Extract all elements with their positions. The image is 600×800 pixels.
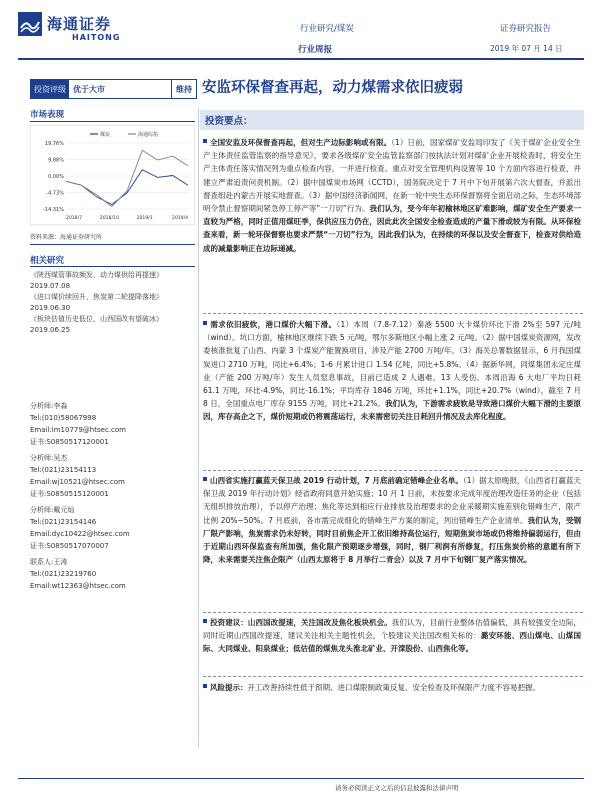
legend-label: 煤炭 bbox=[100, 132, 111, 138]
chart-source: 资料来源：海通证券研究所 bbox=[30, 234, 103, 241]
key-point-divider bbox=[203, 612, 583, 614]
x-tick-label: 2018/7 bbox=[65, 216, 83, 221]
footer-rule bbox=[18, 778, 584, 779]
bullet-square-icon bbox=[203, 477, 207, 481]
related-item[interactable] bbox=[30, 292, 195, 314]
y-tick-label: 0.00% bbox=[48, 174, 64, 180]
key-point-body: （1）日前，国家煤矿安监局印发了《关于煤矿企业安全生产主体责任监管监察的指导意见》，要求各级煤矿安全监管监察部门按执法计划对煤矿企业开展检查时，将安全生产主体责任落实情况列为重点检查内容，一并进行检查。重点对安全管理机构设置等 10 个方面内容进行检查，并建立严肃追责问责机制。（2）据中国煤炭市场网（CCTD），国务院决定于 7 月中下旬开展第六次大督查，并派出督查组赴内蒙古开展实地督查。（3）据中国经济新闻网，在新一轮中央生态环保督察将全面启动之际，生态环境部明令禁止督察期间紧急停工停产等“一刀切”行为。 bbox=[203, 138, 581, 214]
analyst-tel: Tel:(021)23219760 bbox=[30, 570, 97, 578]
analyst-email[interactable]: Email:lm10779@htsec.com bbox=[30, 426, 126, 434]
analyst-card bbox=[30, 504, 195, 552]
bullet-square-icon bbox=[203, 684, 207, 688]
analyst-cert: 证书:S0850515120001 bbox=[30, 490, 109, 498]
analyst-cert: 证书:S0850517120001 bbox=[30, 438, 109, 446]
related-title: 《进口煤价续回升，焦炭第二轮提降落地》 bbox=[30, 293, 163, 301]
market-chart bbox=[30, 125, 195, 225]
y-tick-label: 9.88% bbox=[48, 157, 64, 164]
footer-disclaimer: 请务必阅读正文之后的信息披露和法律声明 bbox=[335, 784, 459, 792]
x-tick-label: 2019/4 bbox=[171, 216, 189, 221]
market-bottom-rule bbox=[30, 244, 195, 245]
related-date: 2019.07.08 bbox=[30, 282, 71, 290]
key-point-body: 我们认为，目前行业整体估值偏低，具有较强安全边际，同时近期山西国改提速，建议关注相关主题性机会，个股建议关注国改相关标的： bbox=[203, 618, 582, 641]
key-point-conclusion: 我们认为，受钢厂限产影响，焦炭需求仍未好转，同时目前焦企开工依旧维持高位运行，短期焦炭市场或仍将维持偏弱运行，但由于近期山西环保监查有所加强，焦化限产预期逐步增强，同时，钢厂利润有所修复，打压焦炭价格的意愿有所下降，未来需要关注焦企限产（山西太原将于 8 月举行二青会）以及 7 月中下旬钢厂复产落实情况。 bbox=[203, 515, 581, 565]
key-point-body: 开工改善持续性低于预期、进口煤限制政策反复、安全检查及环保限产力度不容易把握。 bbox=[247, 683, 540, 692]
key-point-conclusion: 我们认为，受今年年初榆林地区矿难影响，煤矿安全生产要求一直较为严格，同时正值用煤旺季，保供应压力仍在，因此此次全国安全检查造成的产量下滑或较为有限。从环保检查来看，新一轮环保督察也要求严禁“一刀切”行为，因此我们认为，在持续的环保以及安全督查下，检查对供给造成的减量影响正在边际递减。 bbox=[203, 204, 581, 253]
key-point-divider bbox=[203, 470, 583, 472]
key-point-divider bbox=[203, 313, 583, 315]
analyst-tel: Tel:(010)58067998 bbox=[30, 414, 97, 422]
page-title: 安监环保督查再起，动力煤需求依旧疲弱 bbox=[202, 80, 463, 96]
analyst-tel: Tel:(021)23154146 bbox=[30, 518, 97, 526]
key-points-band bbox=[200, 110, 584, 130]
x-tick-label: 2019/1 bbox=[136, 216, 153, 221]
report-type: 行业周报 bbox=[298, 45, 333, 55]
analyst-card bbox=[30, 556, 195, 592]
analyst-email[interactable]: Email:dyc10422@htsec.com bbox=[30, 530, 130, 538]
key-point-4 bbox=[203, 616, 581, 656]
related-date: 2019.06.25 bbox=[30, 326, 71, 334]
related-list bbox=[30, 270, 195, 336]
key-point-3 bbox=[203, 474, 581, 566]
key-point-lead: 全国安监及环保督查再起，但对生产边际影响或有限。 bbox=[210, 138, 392, 147]
analyst-cert: 证书:S0850517070007 bbox=[30, 542, 109, 550]
brand-name-cn: 海通证券 bbox=[47, 15, 112, 33]
analyst-card bbox=[30, 452, 195, 500]
related-date: 2019.06.30 bbox=[30, 304, 71, 312]
key-point-body: （1）本周（7.8-7.12）秦港 5500 大卡煤价环比下滑 2%至 597 元/吨（wind）。坑口方面，榆林地区继续下跌 5 元/吨，鄂尔多斯地区小幅上涨 2 元/吨。（2）据中国煤炭资源网，发改委核准批复了山西、内蒙 3 个煤炭产能置换项目，涉及产能 2700 万吨/年。（3）海关总署数据显示，6 月我国煤炭进口 2710 万吨，同比+6.4%；1-6 月累计进口 1.54 亿吨，同比+5.8%。（4）据新华网，同煤集团永定庄煤业（产能 200 万吨/年）发生人员窒息事故，目前已造成 2 人遇难，13 人受伤。本周沿海 6 大电厂平均日耗 61.1 万吨，环比-4.9%，同比-16.1%；平均库存 1846 万吨，环比+1.1%，同比+20.7%（wind），截至 7 月 8 日，全国重点电厂库存 9155 万吨，同比+21.2%。 bbox=[203, 320, 582, 409]
key-point-1 bbox=[203, 136, 581, 255]
y-tick-label: -4.73% bbox=[46, 190, 64, 197]
analyst-name: 分析师:戴元灿 bbox=[30, 506, 75, 514]
bullet-square-icon bbox=[203, 139, 207, 143]
related-heading: 相关研究 bbox=[30, 256, 65, 266]
header-rule bbox=[18, 58, 584, 60]
analyst-card bbox=[30, 400, 195, 448]
report-kind: 证券研究报告 bbox=[500, 24, 552, 34]
x-tick-label: 2018/10 bbox=[99, 216, 119, 221]
related-item[interactable] bbox=[30, 270, 195, 292]
market-heading-rule bbox=[30, 121, 195, 122]
y-tick-label: 19.76% bbox=[44, 141, 64, 147]
report-date: 2019 年 07 月 14 日 bbox=[490, 44, 563, 53]
analyst-name: 分析师:吴杰 bbox=[30, 454, 68, 462]
y-tick-label: -14.31% bbox=[43, 207, 64, 213]
column-divider bbox=[198, 108, 199, 748]
key-point-5 bbox=[203, 681, 581, 694]
key-point-2 bbox=[203, 318, 581, 424]
bullet-square-icon bbox=[203, 321, 207, 325]
related-title: 《陕西煤管事故频发，动力煤供给再提速》 bbox=[30, 271, 163, 279]
analyst-email[interactable]: Email:wt12363@htsec.com bbox=[30, 582, 126, 590]
key-point-lead: 风险提示： bbox=[210, 683, 248, 692]
related-title: 《板块估值历史低位，山西国改有望破冰》 bbox=[30, 315, 163, 323]
key-point-body: （1）据太原晚报，《山西省打赢蓝天保卫战 2019 年行动计划》经省政府同意开始实施；10 月 1 日前，未按要求完成年度治理改造任务的企业（包括无组织排放治理），予以停产治理；焦化等达到相应行业排放及治理要求的企业采暖期实施差别化错峰生产，限产比例 20%~50%。7 月底前，各市需完成细化的错峰生产方案的制定，列出错峰生产企业清单。 bbox=[203, 476, 581, 525]
analyst-name: 分析师:李淼 bbox=[30, 402, 68, 410]
analyst-list bbox=[30, 400, 195, 592]
related-item[interactable] bbox=[30, 314, 195, 336]
rating-box bbox=[30, 79, 197, 99]
key-point-lead: 山西省实施打赢蓝天保卫战 2019 行动计划，7 月底前确定错峰企业名单。 bbox=[210, 476, 463, 485]
rating-value: 优于大市 bbox=[73, 84, 105, 94]
analyst-tel: Tel:(021)23154113 bbox=[30, 466, 97, 474]
key-point-conclusion: 潞安环能、西山煤电、山煤国际、大同煤业、阳泉煤业；低估值的煤焦龙头淮北矿业、开滦股份、山西焦化等。 bbox=[203, 631, 581, 654]
haitong-logo-icon bbox=[18, 12, 42, 36]
analyst-name: 联系人:王涛 bbox=[30, 558, 68, 566]
market-heading: 市场表现 bbox=[30, 110, 65, 120]
key-point-lead: 需求依旧疲软，港口煤价大幅下滑。 bbox=[210, 320, 337, 329]
rating-action: 维持 bbox=[171, 80, 196, 98]
rating-label: 投资评级 bbox=[31, 80, 69, 98]
analyst-email[interactable]: Email:wj10521@htsec.com bbox=[30, 478, 125, 486]
key-point-divider bbox=[203, 676, 583, 678]
legend-label: 海通综指 bbox=[138, 132, 159, 138]
related-heading-rule bbox=[30, 266, 195, 267]
report-category: 行业研究/煤炭 bbox=[300, 24, 354, 34]
key-point-conclusion: 我们认为，下游需求疲软是导致港口煤价大幅下滑的主要原因，库存高企之下，煤价短期或仍将震荡运行，未来需密切关注日耗回升情况及去库化程度。 bbox=[203, 399, 581, 422]
brand-name-en: HAITONG bbox=[72, 33, 121, 42]
key-point-lead: 投资建议：山西国改提速，关注国改及焦化板块机会。 bbox=[210, 618, 392, 627]
bullet-square-icon bbox=[203, 619, 207, 623]
key-points-heading: 投资要点： bbox=[205, 116, 253, 127]
